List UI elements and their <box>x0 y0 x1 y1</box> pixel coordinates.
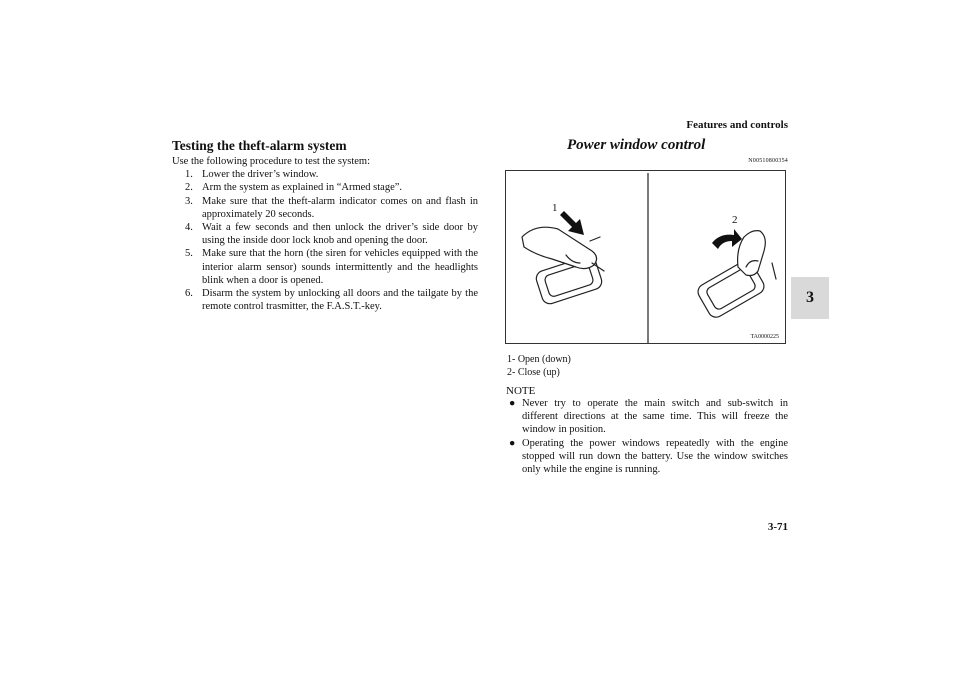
note-list <box>507 397 788 476</box>
note-item <box>507 397 788 437</box>
section-heading: Testing the theft-alarm system <box>172 138 347 153</box>
note-item <box>507 437 788 477</box>
step-number: 6. <box>185 288 193 300</box>
power-window-heading: Power window control <box>567 137 706 153</box>
note-text: Never try to operate the main switch and sub-switch in different directions at the same time. This will freeze the window in position. <box>522 398 788 436</box>
section-code: N00510800354 <box>748 158 788 164</box>
step-number: 4. <box>185 222 193 234</box>
step-text: Make sure that the theft-alarm indicator comes on and flash in approximately 20 seconds. <box>202 195 478 220</box>
step-number: 1. <box>185 169 193 181</box>
caption-close: 2- Close (up) <box>507 366 560 378</box>
procedure-step <box>185 221 478 247</box>
procedure-step <box>185 168 478 181</box>
step-text: Lower the driver’s window. <box>202 169 319 181</box>
note-text: Operating the power windows repeatedly with the engine stopped will run down the battery. Use the window switches only while the engine is running. <box>522 437 788 476</box>
step-number: 5. <box>185 248 193 260</box>
running-header: Features and controls <box>686 119 788 131</box>
intro-text: Use the following procedure to test the system: <box>172 156 370 167</box>
bullet-icon: ● <box>509 437 516 449</box>
note-label: NOTE <box>506 385 536 397</box>
bullet-icon: ● <box>509 398 516 409</box>
figure-label-1: 1 <box>552 202 558 214</box>
procedure-step <box>185 195 478 221</box>
arrow-down-icon <box>560 211 584 235</box>
power-window-illustration <box>505 170 786 344</box>
page-number: 3-71 <box>767 521 788 533</box>
step-text: Disarm the system by unlocking all doors and the tailgate by the remote control trasmitter, the F.A.S.T.-key. <box>202 288 478 313</box>
figure-label-2: 2 <box>732 214 738 226</box>
procedure-step <box>185 181 478 194</box>
figure-code: TA0000225 <box>750 334 779 340</box>
procedure-step <box>185 247 478 287</box>
procedure-steps <box>185 168 478 313</box>
step-number: 3. <box>185 195 193 207</box>
arrow-up-icon <box>712 229 742 249</box>
caption-open: 1- Open (down) <box>507 354 571 365</box>
chapter-tab: 3 <box>791 277 829 319</box>
step-text: Arm the system as explained in “Armed stage”. <box>202 182 403 194</box>
figure-captions <box>507 354 571 379</box>
step-text: Make sure that the horn (the siren for vehicles equipped with the interior alarm sensor) sounds intermittently and the headlights blink when a door is opened. <box>202 248 478 286</box>
procedure-step <box>185 287 478 313</box>
step-number: 2. <box>185 182 193 194</box>
illustration-drawing <box>506 171 787 345</box>
step-text: Wait a few seconds and then unlock the driver’s side door by using the inside door lock knob and opening the door. <box>202 222 478 247</box>
open-down-hand-icon <box>522 227 604 306</box>
theft-alarm-test-section <box>172 138 478 313</box>
